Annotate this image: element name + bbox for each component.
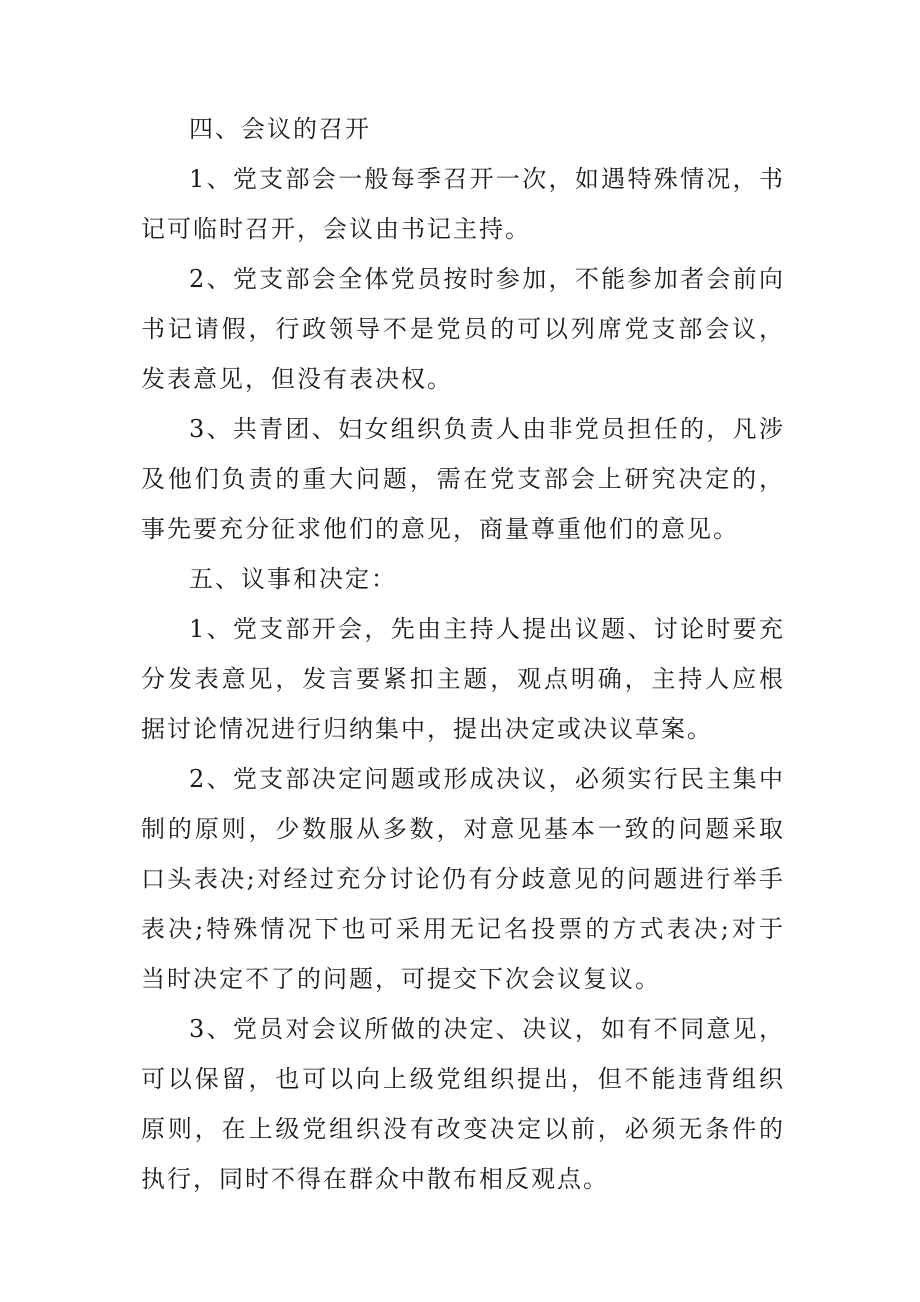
- paragraph-democratic-centralism: 2、党支部决定问题或形成决议，必须实行民主集中制的原则，少数服从多数，对意见基本一致的问题采取口头表决;对经过充分讨论仍有分歧意见的问题进行举手表决;特殊情况下也可采用无记名投票的方式表决;对于当时决定不了的问题，可提交下次会议复议。: [141, 765, 785, 993]
- paragraph-league-women-org: 3、共青团、妇女组织负责人由非党员担任的，凡涉及他们负责的重大问题，需在党支部会上研究决定的，事先要充分征求他们的意见，商量尊重他们的意见。: [141, 415, 785, 543]
- paragraph-discussion-process: 1、党支部开会，先由主持人提出议题、讨论时要充分发表意见，发言要紧扣主题，观点明确，主持人应根据讨论情况进行归纳集中，提出决定或决议草案。: [141, 615, 785, 743]
- paragraph-meeting-frequency: 1、党支部会一般每季召开一次，如遇特殊情况，书记可临时召开，会议由书记主持。: [141, 165, 785, 243]
- paragraph-attendance: 2、党支部会全体党员按时参加，不能参加者会前向书记请假，行政领导不是党员的可以列席党支部会议，发表意见，但没有表决权。: [141, 265, 785, 393]
- section-heading-deliberation-decision: 五、议事和决定：: [189, 565, 397, 593]
- paragraph-member-dissent: 3、党员对会议所做的决定、决议，如有不同意见，可以保留，也可以向上级党组织提出，但不能违背组织原则，在上级党组织没有改变决定以前，必须无条件的执行，同时不得在群众中散布相反观点。: [141, 1015, 785, 1193]
- section-heading-meeting-convening: 四、会议的召开: [189, 115, 371, 143]
- document-body: [141, 104, 785, 1204]
